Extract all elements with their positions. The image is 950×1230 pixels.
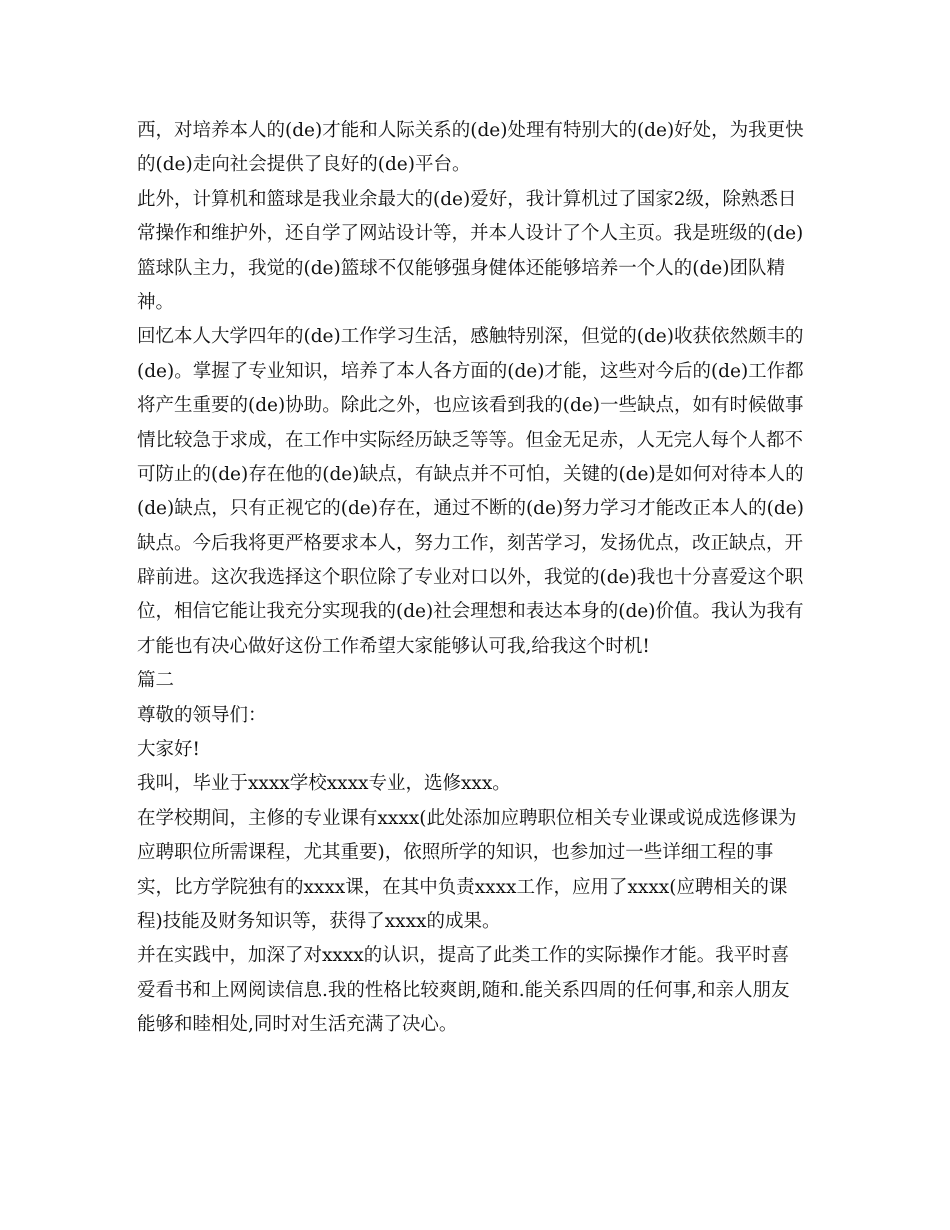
text-line: 能够和睦相处,同时对生活充满了决心。: [137, 1014, 458, 1036]
text-line: 可防止的(de)存在他的(de)缺点，有缺点并不可怕，关键的(de)是如何对待本人的: [137, 463, 804, 485]
text-line: 常操作和维护外，还自学了网站设计等，并本人设计了个人主页。我是班级的(de): [137, 223, 804, 245]
text-line: 缺点。今后我将更严格要求本人，努力工作，刻苦学习，发扬优点，改正缺点，开: [137, 532, 804, 554]
text-line: 神。: [137, 291, 175, 313]
text-line: (de)缺点，只有正视它的(de)存在，通过不断的(de)努力学习才能改正本人的(de): [137, 498, 804, 520]
text-line: 将产生重要的(de)协助。除此之外，也应该看到我的(de)一些缺点，如有时候做事: [137, 395, 804, 417]
text-line: 情比较急于求成，在工作中实际经历缺乏等等。但金无足赤，人无完人每个人都不: [137, 429, 804, 451]
text-line: 位，相信它能让我充分实现我的(de)社会理想和表达本身的(de)价值。我认为我有: [137, 601, 804, 623]
text-line: 西，对培养本人的(de)才能和人际关系的(de)处理有特别大的(de)好处，为我更快: [137, 120, 804, 141]
text-line: 爱看书和上网阅读信息.我的性格比较爽朗,随和.能关系四周的任何事,和亲人朋友: [137, 979, 790, 1001]
greeting: 大家好!: [137, 739, 200, 761]
salutation: 尊敬的领导们：: [137, 704, 267, 726]
text-line: (de)。掌握了专业知识，培养了本人各方面的(de)才能，这些对今后的(de)工作都: [137, 360, 804, 382]
text-line: 实，比方学院独有的xxxx课，在其中负责xxxx工作，应用了xxxx(应聘相关的课: [137, 876, 788, 898]
text-line: 篮球队主力，我觉的(de)篮球不仅能够强身健体还能够培养一个人的(de)团队精: [137, 257, 785, 279]
text-line: 回忆本人大学四年的(de)工作学习生活，感触特别深，但觉的(de)收获依然颇丰的: [137, 326, 804, 348]
text-line: 此外，计算机和篮球是我业余最大的(de)爱好，我计算机过了国家2级，除熟悉日: [137, 188, 797, 210]
text-line: 的(de)走向社会提供了良好的(de)平台。: [137, 154, 471, 176]
section-heading: 篇二: [137, 670, 175, 692]
text-line: 我叫，毕业于xxxx学校xxxx专业，选修xxx。: [137, 773, 511, 795]
text-line: 辟前进。这次我选择这个职位除了专业对口以外，我觉的(de)我也十分喜爱这个职: [137, 567, 804, 589]
text-line: 在学校期间，主修的专业课有xxxx(此处添加应聘职位相关专业课或说成选修课为: [137, 807, 797, 829]
text-line: 才能也有决心做好这份工作希望大家能够认可我,给我这个时机!: [137, 635, 650, 657]
document-body: [137, 114, 817, 1043]
text-line: 程)技能及财务知识等，获得了xxxx的成果。: [137, 910, 501, 932]
text-line: 应聘职位所需课程，尤其重要)，依照所学的知识，也参加过一些详细工程的事: [137, 842, 774, 864]
text-line: 并在实践中，加深了对xxxx的认识，提高了此类工作的实际操作才能。我平时喜: [137, 945, 790, 967]
